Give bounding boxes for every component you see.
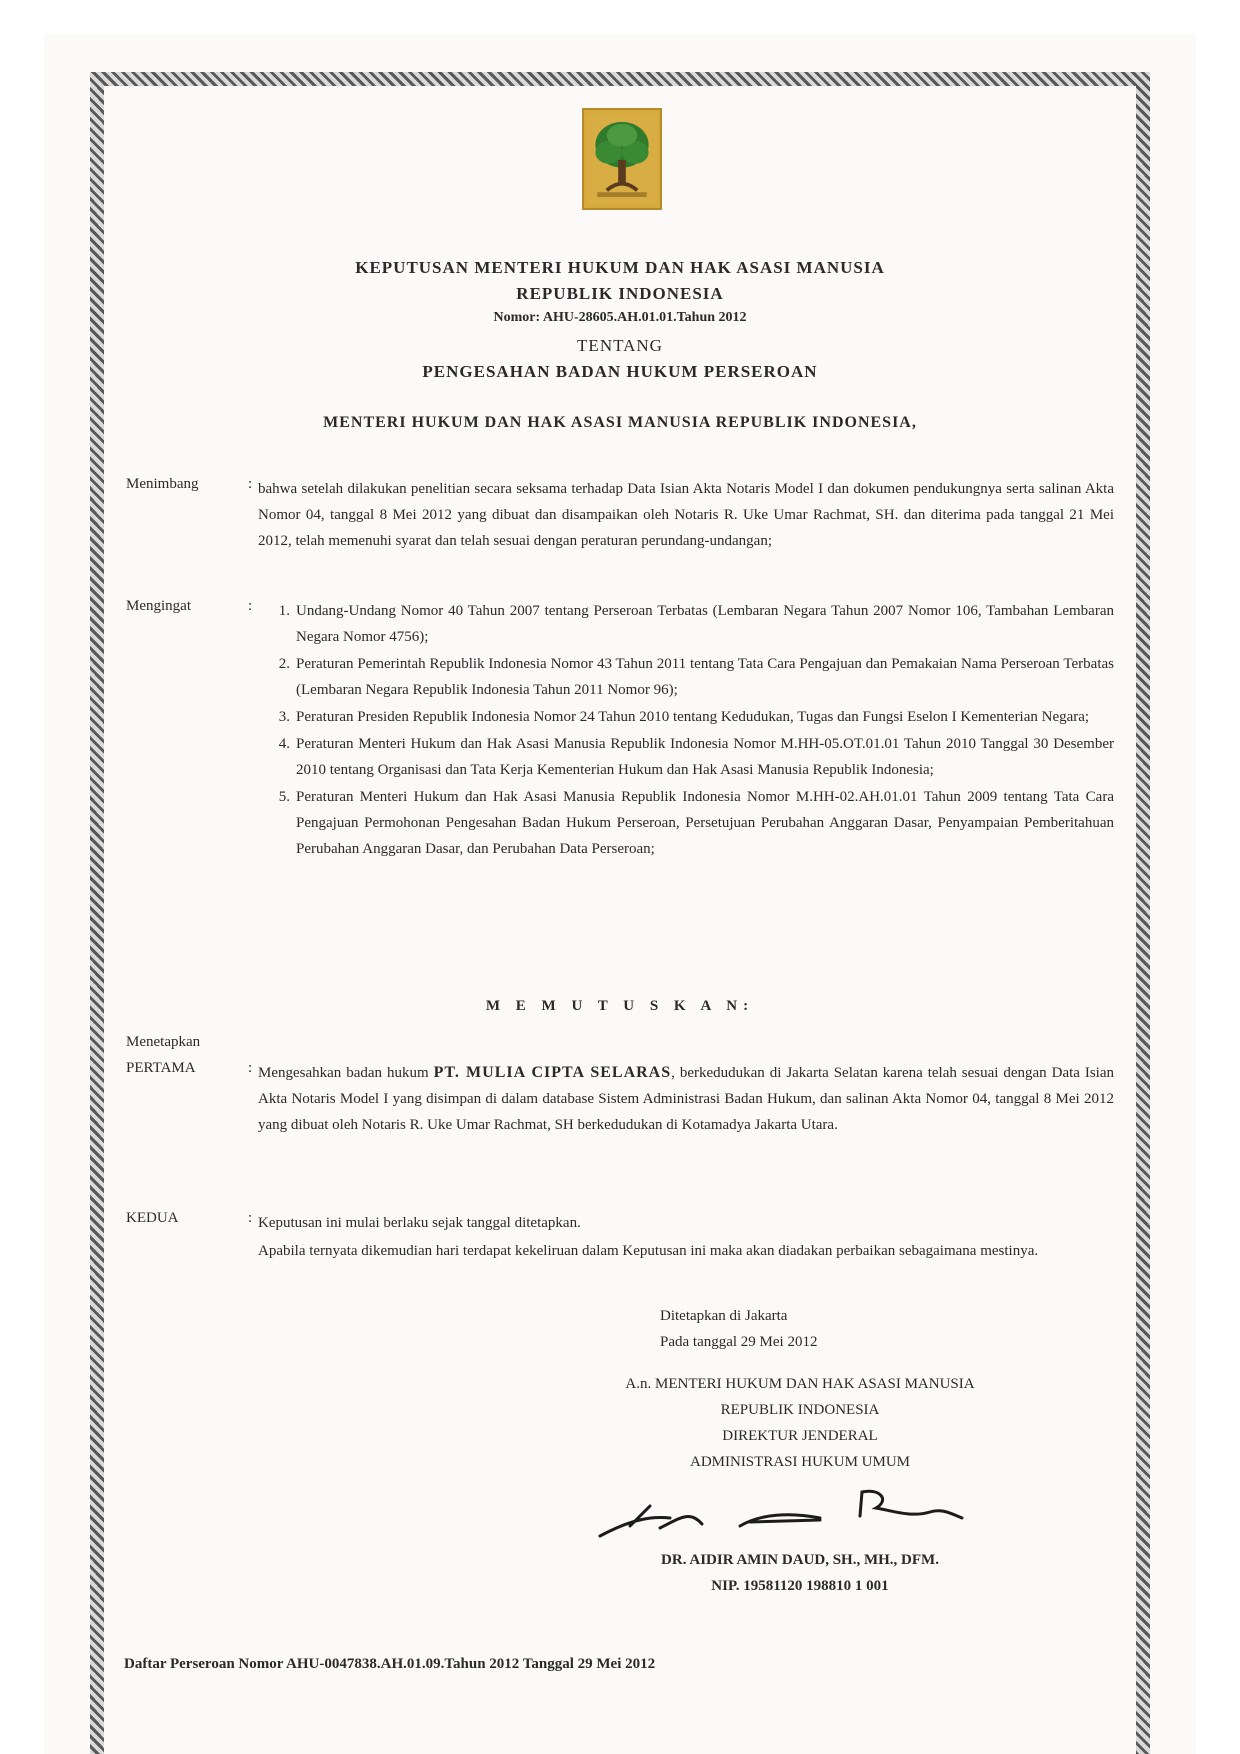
decree-number: Nomor: AHU-28605.AH.01.01.Tahun 2012 xyxy=(493,310,747,325)
menimbang-label: Menimbang xyxy=(126,476,199,492)
decision-heading: M E M U T U S K A N: xyxy=(485,998,755,1014)
kedua-colon: : xyxy=(248,1210,253,1226)
list-item xyxy=(258,651,1114,703)
signatory-position2: ADMINISTRASI HUKUM UMUM xyxy=(689,1454,910,1470)
list-item-text: Peraturan Menteri Hukum dan Hak Asasi Manusia Republik Indonesia Nomor M.HH-05.OT.01.01 Tahun 2010 Tanggal 30 Desember 2010 tentang Organisasi dan Tata Kerja Kementerian Hukum dan Hak Asasi Manusia Republik Indonesia; xyxy=(296,736,1114,778)
list-item-text: Peraturan Presiden Republik Indonesia Nomor 24 Tahun 2010 tentang Kedudukan, Tugas dan Fungsi Eselon I Kementerian Negara; xyxy=(296,709,1090,725)
decree-subject: PENGESAHAN BADAN HUKUM PERSEROAN xyxy=(422,362,818,381)
list-item xyxy=(258,598,1114,650)
garuda-tree-emblem-icon xyxy=(582,108,662,210)
kedua-label: KEDUA xyxy=(126,1210,179,1226)
menimbang-text: bahwa setelah dilakukan penelitian secara seksama terhadap Data Isian Akta Notaris Model I dan dokumen pendukungnya serta salinan Akta Nomor 04, tanggal 8 Mei 2012 yang dibuat dan disampaikan oleh Notaris R. Uke Umar Rachmat, SH. dan diterima pada tanggal 21 Mei 2012, telah memenuhi syarat dan telah sesuai dengan peraturan perundang-undangan; xyxy=(258,481,1114,549)
list-item-text: Undang-Undang Nomor 40 Tahun 2007 tentang Perseroan Terbatas (Lembaran Negara Tahun 2007 Nomor 106, Tambahan Lembaran Negara Nomor 4756); xyxy=(296,603,1114,645)
list-item-number: 2. xyxy=(278,656,290,672)
menimbang-colon: : xyxy=(248,476,253,492)
list-item-number: 1. xyxy=(278,603,290,619)
signatory-position1: DIREKTUR JENDERAL xyxy=(722,1428,878,1444)
decree-title-line1: KEPUTUSAN MENTERI HUKUM DAN HAK ASASI MANUSIA xyxy=(355,258,885,277)
signatory-nip: NIP. 19581120 198810 1 001 xyxy=(711,1578,889,1594)
mengingat-label: Mengingat xyxy=(126,598,191,614)
decree-title-line2: REPUBLIK INDONESIA xyxy=(516,284,724,303)
list-item xyxy=(258,704,1114,730)
signing-date: Pada tanggal 29 Mei 2012 xyxy=(660,1334,818,1350)
menetapkan-label: Menetapkan xyxy=(126,1034,201,1050)
pertama-colon: : xyxy=(248,1060,253,1076)
company-name: PT. MULIA CIPTA SELARAS xyxy=(433,1064,672,1081)
signing-place: Ditetapkan di Jakarta xyxy=(660,1308,788,1324)
list-item-number: 5. xyxy=(278,789,290,805)
list-item xyxy=(258,731,1114,783)
mengingat-colon: : xyxy=(248,598,253,614)
signatory-country: REPUBLIK INDONESIA xyxy=(720,1402,880,1418)
list-item-text: Peraturan Menteri Hukum dan Hak Asasi Manusia Republik Indonesia Nomor M.HH-02.AH.01.01 Tahun 2009 tentang Tata Cara Pengajuan Permohonan Pengesahan Badan Hukum Perseroan, Persetujuan Perubahan Anggaran Dasar, Penyampaian Pemberitahuan Perubahan Anggaran Dasar, dan Perubahan Data Perseroan; xyxy=(296,789,1114,857)
pertama-label: PERTAMA xyxy=(126,1060,196,1076)
signatory-for: A.n. MENTERI HUKUM DAN HAK ASASI MANUSIA xyxy=(625,1376,975,1392)
kedua-line1: Keputusan ini mulai berlaku sejak tanggal ditetapkan. xyxy=(258,1215,581,1231)
registry-footer: Daftar Perseroan Nomor AHU-0047838.AH.01.09.Tahun 2012 Tanggal 29 Mei 2012 xyxy=(124,1656,656,1672)
list-item-number: 4. xyxy=(278,736,290,752)
pertama-body: , berkedudukan di Jakarta Selatan karena telah sesuai dengan Data Isian Akta Notaris Model I yang disimpan di dalam database Sistem Administrasi Badan Hukum, dan salinan Akta Nomor 04, tanggal 8 Mei 2012 yang dibuat oleh Notaris R. Uke Umar Rachmat, SH berkedudukan di Kotamadya Jakarta Utara. xyxy=(258,1065,1115,1133)
handwritten-signature-icon xyxy=(590,1478,970,1550)
mengingat-list xyxy=(258,598,1114,863)
signatory-name: DR. AIDIR AMIN DAUD, SH., MH., DFM. xyxy=(661,1552,939,1568)
list-item-number: 3. xyxy=(278,709,290,725)
list-item-text: Peraturan Pemerintah Republik Indonesia Nomor 43 Tahun 2011 tentang Tata Cara Pengajuan dan Pemakaian Nama Perseroan Terbatas (Lembaran Negara Republik Indonesia Tahun 2011 Nomor 96); xyxy=(296,656,1114,698)
pertama-prefix: Mengesahkan badan hukum xyxy=(258,1065,429,1081)
kedua-line2: Apabila ternyata dikemudian hari terdapat kekeliruan dalam Keputusan ini maka akan diadakan perbaikan sebagaimana mestinya. xyxy=(258,1243,1039,1259)
about-label: TENTANG xyxy=(577,336,663,355)
list-item xyxy=(258,784,1114,862)
issuer-heading: MENTERI HUKUM DAN HAK ASASI MANUSIA REPUBLIK INDONESIA, xyxy=(323,414,917,431)
pertama-text xyxy=(258,1060,1114,1138)
